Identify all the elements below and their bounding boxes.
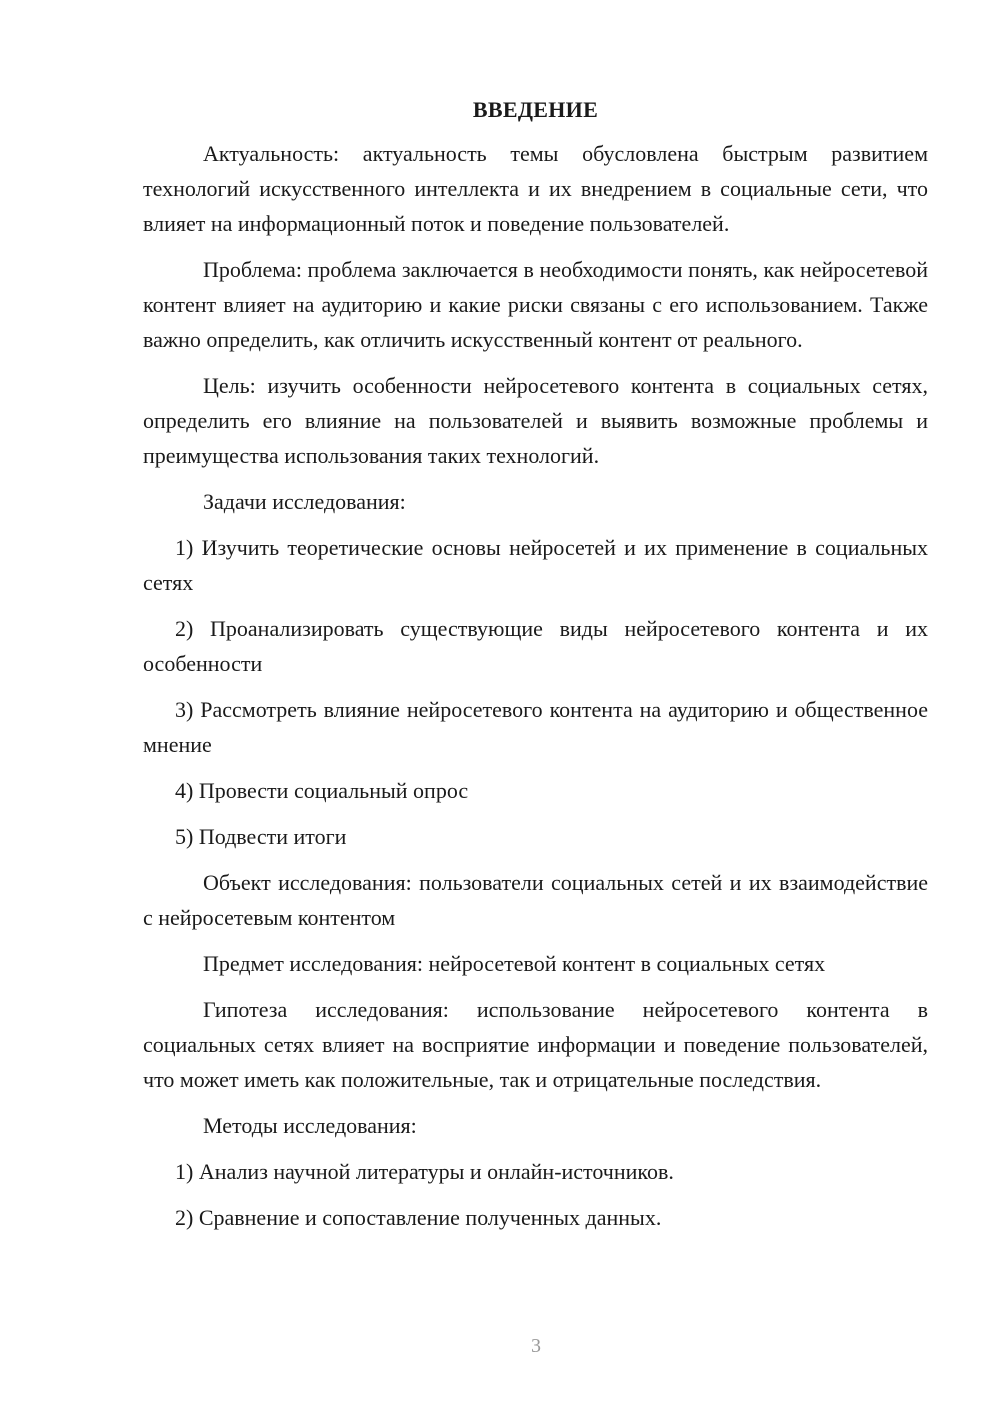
goal-paragraph: Цель: изучить особенности нейросетевого контента в социальных сетях, определить его влияние на пользователей и выявить возможные проблемы и преимущества использования таких технологий.	[143, 373, 928, 468]
document-page	[143, 94, 928, 1246]
section-heading: ВВЕДЕНИЕ	[472, 97, 599, 122]
task-item-3: 3) Рассмотреть влияние нейросетевого контента на аудиторию и общественное мнение	[143, 697, 928, 757]
method-item-1: 1) Анализ научной литературы и онлайн-источников.	[175, 1159, 674, 1184]
task-item-4: 4) Провести социальный опрос	[175, 778, 469, 803]
object-paragraph: Объект исследования: пользователи социальных сетей и их взаимодействие с нейросетевым контентом	[143, 870, 928, 930]
task-item-1: 1) Изучить теоретические основы нейросетей и их применение в социальных сетях	[143, 535, 928, 595]
task-item-2: 2) Проанализировать существующие виды нейросетевого контента и их особенности	[143, 616, 928, 676]
problem-paragraph: Проблема: проблема заключается в необходимости понять, как нейросетевой контент влияет на аудиторию и какие риски связаны с его использованием. Также важно определить, как отличить искусственный контент от реального.	[143, 257, 928, 352]
subject-paragraph: Предмет исследования: нейросетевой контент в социальных сетях	[203, 951, 826, 976]
relevance-paragraph: Актуальность: актуальность темы обусловлена быстрым развитием технологий искусственного интеллекта и их внедрением в социальные сети, что влияет на информационный поток и поведение пользователей.	[143, 141, 928, 236]
hypothesis-paragraph: Гипотеза исследования: использование нейросетевого контента в социальных сетях влияет на восприятие информации и поведение пользователей, что может иметь как положительные, так и отрицательные последствия.	[143, 997, 928, 1092]
methods-intro: Методы исследования:	[203, 1113, 417, 1138]
tasks-intro: Задачи исследования:	[203, 489, 406, 514]
page-number: 3	[531, 1335, 541, 1357]
method-item-2: 2) Сравнение и сопоставление полученных данных.	[175, 1205, 662, 1230]
task-item-5: 5) Подвести итоги	[175, 824, 347, 849]
